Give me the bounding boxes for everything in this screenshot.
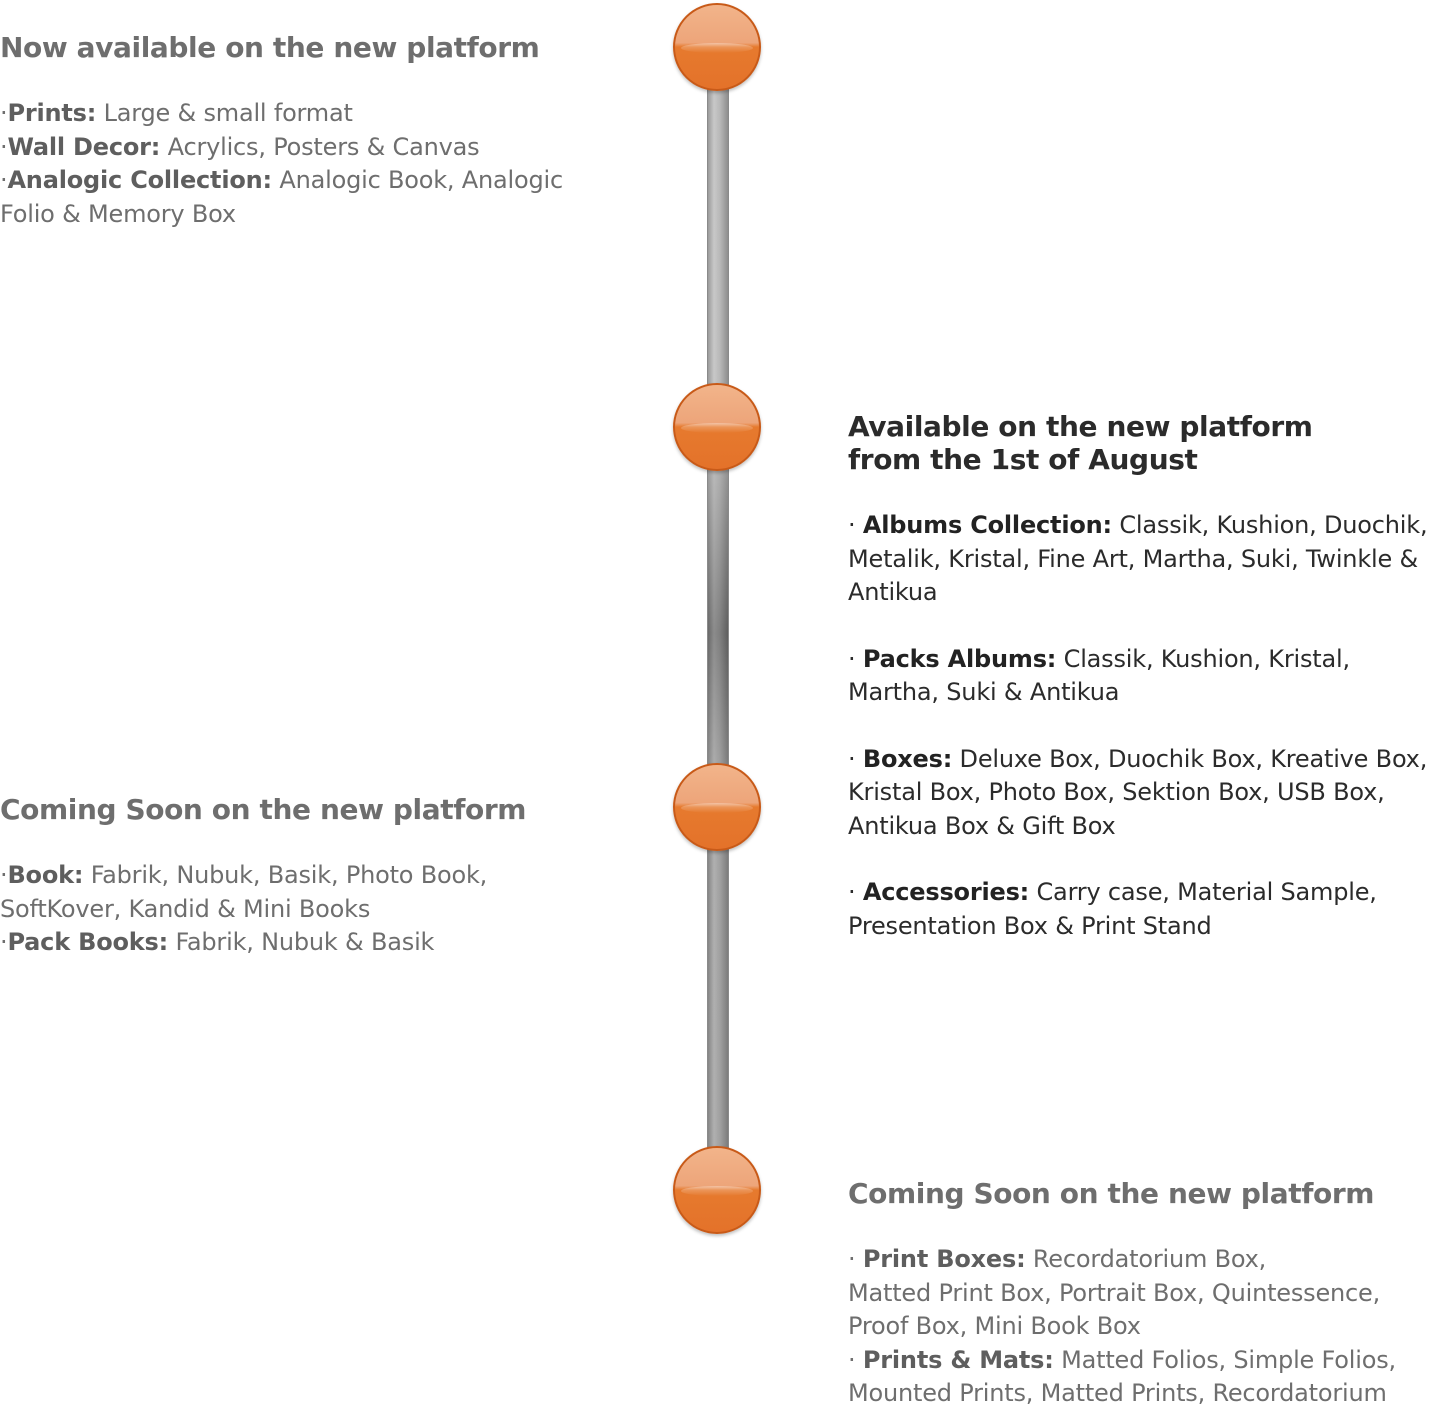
timeline-node-2 [673, 383, 761, 471]
section-coming-soon-prints [848, 1177, 1433, 1411]
item-label: Pack Books: [7, 928, 169, 956]
list-item: · Prints & Mats: Matted Folios, Simple Folios, Mounted Prints, Matted Prints, Recordatorium [848, 1345, 1396, 1407]
list-item: ·Pack Books: Fabrik, Nubuk & Basik [0, 928, 435, 956]
section-title: Coming Soon on the new platform [848, 1177, 1375, 1210]
list-item: · Boxes: Deluxe Box, Duochik Box, Kreative Box, Kristal Box, Photo Box, Sektion Box, USB Box, Antikua Box & Gift Box [848, 744, 1428, 840]
list-item: ·Wall Decor: Acrylics, Posters & Canvas [0, 132, 480, 161]
item-text: Fabrik, Nubuk & Basik [175, 928, 435, 956]
item-text-continued: Matted Print Box, Portrait Box, Quintessence, Proof Box, Mini Book Box [848, 1278, 1381, 1340]
section-available-august [848, 410, 1428, 943]
item-text: Analogic Book, Analogic Folio & Memory Box [0, 166, 563, 228]
section-title: Available on the new platform from the 1st of August [848, 410, 1313, 476]
item-text: Classik, Kushion, Duochik, Metalik, Kristal, Fine Art, Martha, Suki, Twinkle & Antikua [848, 511, 1428, 606]
list-item: · Accessories: Carry case, Material Sample, Presentation Box & Print Stand [848, 878, 1377, 940]
timeline-node-1 [673, 3, 761, 91]
list-item: ·Book: Fabrik, Nubuk, Basik, Photo Book, SoftKover, Kandid & Mini Books [0, 861, 488, 923]
item-text: Carry case, Material Sample, Presentation Box & Print Stand [848, 878, 1377, 940]
list-item: · Print Boxes: Recordatorium Box, Matted Print Box, Portrait Box, Quintessence, Proof Box, Mini Book Box [848, 1245, 1381, 1340]
item-text: Recordatorium Box, [1032, 1245, 1267, 1273]
list-item: ·Analogic Collection: Analogic Book, Analogic Folio & Memory Box [0, 166, 563, 228]
item-label: Print Boxes: [862, 1245, 1026, 1273]
item-text: Classik, Kushion, Kristal, Martha, Suki & Antikua [848, 644, 1350, 706]
list-item: · Packs Albums: Classik, Kushion, Kristal, Martha, Suki & Antikua [848, 644, 1350, 706]
item-text: Fabrik, Nubuk, Basik, Photo Book, SoftKover, Kandid & Mini Books [0, 861, 488, 923]
item-label: Albums Collection: [862, 511, 1112, 539]
timeline-node-4 [673, 1146, 761, 1234]
item-text: Acrylics, Posters & Canvas [167, 132, 480, 161]
item-label: Analogic Collection: [7, 166, 272, 194]
item-label: Boxes: [862, 744, 953, 773]
section-coming-soon-books [0, 793, 610, 960]
timeline-track-segment-2 [707, 468, 729, 768]
item-label: Prints: [7, 99, 97, 127]
item-label: Book: [7, 861, 84, 889]
timeline-node-3 [673, 763, 761, 851]
item-text: Deluxe Box, Duochik Box, Kreative Box, Kristal Box, Photo Box, Sektion Box, USB Box, Antikua Box & Gift Box [848, 744, 1428, 840]
item-label: Prints & Mats: [862, 1345, 1054, 1374]
section-now-available [0, 31, 610, 231]
item-text: Matted Folios, Simple Folios, Mounted Prints, Matted Prints, Recordatorium [848, 1345, 1396, 1407]
section-title: Coming Soon on the new platform [0, 793, 527, 826]
timeline-track-segment-1 [707, 88, 729, 388]
timeline-track-segment-3 [707, 848, 729, 1148]
list-item: ·Prints: Large & small format [0, 99, 353, 127]
section-title: Now available on the new platform [0, 31, 540, 64]
list-item: · Albums Collection: Classik, Kushion, Duochik, Metalik, Kristal, Fine Art, Martha, Suki, Twinkle & Antikua [848, 511, 1428, 606]
item-text: Large & small format [103, 99, 353, 127]
item-label: Wall Decor: [7, 132, 161, 161]
item-label: Packs Albums: [862, 644, 1057, 673]
item-label: Accessories: [862, 878, 1030, 906]
